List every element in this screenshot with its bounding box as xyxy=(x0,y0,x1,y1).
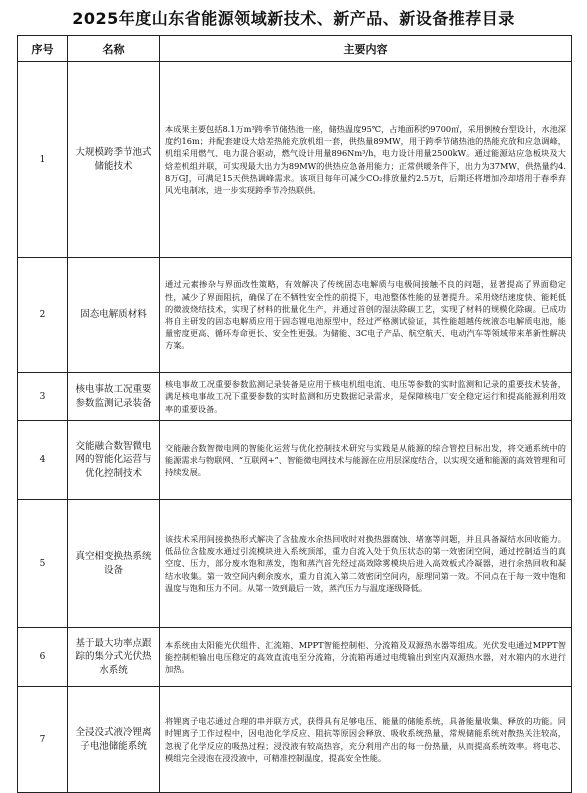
table-row xyxy=(18,421,572,500)
row-name: 核电事故工况重要参数监测记录装备 xyxy=(68,373,160,421)
row-content: 本成果主要包括8.1万m³跨季节储热池一座，储热温度95℃，占地面积约9700㎡，采用倒棱台型设计，水池深度约16m；并配套建设大焓差热能充放机组一套，供热量89MW，用于跨季节储热池的热能充放和应急调峰，机组采用燃气、电力混合驱动，燃气设计用量896Nm³/h，电力设计用量2500kW。通过能源站应急板块及大焓差机组并联，可实现最大出力为89MW的供热应急备用能力；正常供暖条件下，出力为37MW，供热量约4.8万GJ，可满足15天供热调峰需求。该项目每年可减少CO₂排放量约2.5万t，后期还将增加冷却塔用于春季弃风光电制冰，进一步实现跨季节冷热联供。 xyxy=(160,62,572,258)
row-number: 4 xyxy=(18,421,68,500)
row-name: 大规模跨季节池式储能技术 xyxy=(68,62,160,258)
header-content: 主要内容 xyxy=(160,36,572,62)
header-num: 序号 xyxy=(18,36,68,62)
row-name: 基于最大功率点跟踪的集分式光伏热水系统 xyxy=(68,628,160,687)
row-number: 2 xyxy=(18,258,68,373)
row-content: 本系统由太阳能光伏组件、汇流箱、MPPT智能控制柜、分流箱及双源热水器等组成。光伏发电通过MPPT智能控制柜输出电压稳定的高效直流电至分流箱，分流箱再通过电缆输出到室内双源热水器，对水箱内的水进行加热。 xyxy=(160,628,572,687)
table-row xyxy=(18,258,572,373)
row-number: 1 xyxy=(18,62,68,258)
row-name: 真空相变换热系统设备 xyxy=(68,500,160,628)
table-row xyxy=(18,500,572,628)
row-number: 3 xyxy=(18,373,68,421)
row-name: 固态电解质材料 xyxy=(68,258,160,373)
row-content: 通过元素掺杂与界面改性策略，有效解决了传统固态电解质与电极间接触不良的问题，显著提高了界面稳定性，减少了界面阻抗，确保了在不牺牲安全性的前提下，电池整体性能的显著提升。采用烧结速度快、能耗低的微波烧结技术，实现了材料的批量化生产，并通过首创的湿法除碳工艺，实现了材料的规模化除碳。已成功将自主研发的固态电解质应用于固态锂电池原型中，经过严格测试验证，其性能超越传统液态电解质电池，能量密度更高、循环寿命更长、安全性更强。为储能、3C电子产品、航空航天、电动汽车等领域带来革新性解决方案。 xyxy=(160,258,572,373)
row-number: 5 xyxy=(18,500,68,628)
table-row xyxy=(18,687,572,793)
header-name: 名称 xyxy=(68,36,160,62)
table-row xyxy=(18,628,572,687)
row-number: 6 xyxy=(18,628,68,687)
row-number: 7 xyxy=(18,687,68,793)
row-content: 该技术采用间接换热形式解决了含盐废水余热回收时对换热器腐蚀、堵塞等问题，并且具备凝结水回收能力。低品位含盐废水通过引流模块进入系统顶部，重力自流入处于负压状态的第一效密闭空间，通过控制适当的真空度、压力，部分废水饱和蒸发，饱和蒸汽首先经过高效除雾模块后进入高效板式冷凝器，进行余热回收和凝结水收集。第一效空间内剩余废水，重力自流入第二效密闭空间内，原理同第一效。不同点在于每一效中饱和温度与饱和压力不同。从第一效到最后一效，蒸汽压力与温度逐级降低。 xyxy=(160,500,572,628)
row-content: 将锂离子电芯通过合理的串并联方式，获得具有足够电压、能量的储能系统，具备能量收集、释放的功能。同时锂离子工作过程中，因电池化学反应、阻抗等原因会释放、吸收系统热量，常规储能系统对散热关注较高，忽视了化学反应的吸热过程；浸没液有较高热容，充分利用产出的每一份热量，从而提高系统效率。将电芯、模组完全浸泡在浸没液中，可精准控制温度，提高安全性能。 xyxy=(160,687,572,793)
row-name: 交能融合数智微电网的智能化运营与优化控制技术 xyxy=(68,421,160,500)
recommendation-table xyxy=(17,35,572,793)
page-title: 2025年度山东省能源领域新技术、新产品、新设备推荐目录 xyxy=(72,9,515,28)
row-content: 交能融合数智微电网的智能化运营与优化控制技术研究与实践是从能源的综合管控目标出发，将交通系统中的能源需求与物联网、“互联网+”、智能微电网技术与能源在应用层深度结合，以实现交通和能源的高效管理和可持续发展。 xyxy=(160,421,572,500)
table-row xyxy=(18,373,572,421)
row-name: 全浸没式液冷锂离子电池储能系统 xyxy=(68,687,160,793)
table-header-row xyxy=(18,36,572,62)
table-row xyxy=(18,62,572,258)
row-content: 核电事故工况重要参数监测记录装备是应用于核电机组电流、电压等参数的实时监测和记录的重要技术装备，满足核电事故工况下重要参数的实时监测和历史数据记录需求，是保障核电厂安全稳定运行和提高能源利用效率的重要设备。 xyxy=(160,373,572,421)
